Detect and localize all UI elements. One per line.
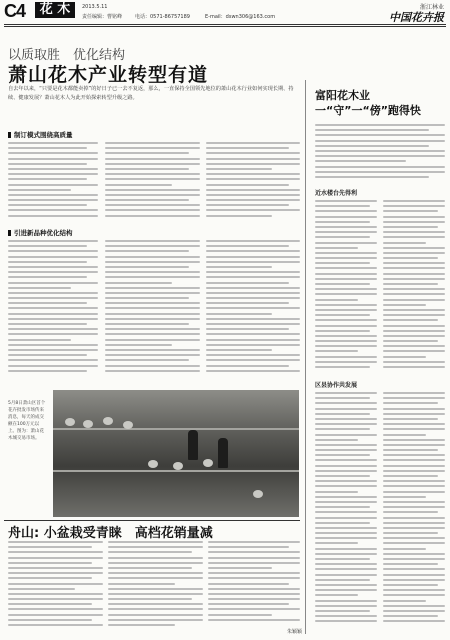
photo-caption: 5月8日萧山区首个花卉批发市场传来消息，每天的成交额在100万元以上。图为：萧山花木城交易市场。 <box>8 401 46 441</box>
right-subhead-2: 区县协作共发展 <box>315 382 358 389</box>
bottom-rule <box>4 520 300 521</box>
photo-pot <box>103 417 113 425</box>
bottom-col-3 <box>208 541 300 625</box>
right-headline <box>315 88 421 118</box>
right-col-1 <box>315 200 377 375</box>
photo-pot <box>253 490 263 498</box>
body-col-5 <box>105 240 200 380</box>
main-headline: 萧山花木产业转型有道 <box>8 64 209 86</box>
section-code: C4 <box>4 1 26 21</box>
right-headline-line-1: 富阳花木业 <box>315 89 370 102</box>
kicker: 以质取胜 优化结构 <box>8 48 126 63</box>
brand-top: 浙江林业 <box>419 4 444 11</box>
column-divider <box>305 80 306 634</box>
photo-shelf <box>53 428 299 430</box>
masthead <box>0 0 450 24</box>
body-col-4 <box>8 240 98 380</box>
email: E-mail：dswn306@163.com <box>205 14 276 20</box>
right-col-2 <box>383 200 445 375</box>
bottom-col-1 <box>8 541 103 631</box>
body-col-6 <box>206 240 300 380</box>
photo-pot <box>148 460 158 468</box>
right-col-3 <box>315 392 377 634</box>
photo-figure <box>218 438 228 468</box>
bottom-col-2 <box>108 541 203 631</box>
photo-shelf <box>53 470 299 472</box>
photo-pot <box>65 418 75 426</box>
header-rule-thin <box>4 26 446 27</box>
body-col-2 <box>105 142 200 222</box>
bottom-headline: 舟山: 小盆栽受青睐 高档花销量减 <box>8 526 213 541</box>
bottom-author: 朱颖颖 <box>286 629 302 635</box>
header-rule <box>4 24 446 25</box>
body-col-3 <box>206 142 300 222</box>
photo-pot <box>203 459 213 467</box>
photo-pot <box>83 420 93 428</box>
issue-date: 2013.5.11 <box>82 4 108 10</box>
phone: 电话：0571-86757189 <box>135 14 190 20</box>
section-name: 花 木 <box>35 2 75 18</box>
body-col-1 <box>8 142 98 222</box>
editor: 责任编辑：曹铭峰 <box>82 14 123 20</box>
right-intro <box>315 124 445 184</box>
right-col-4 <box>383 392 445 634</box>
market-photo <box>53 390 299 517</box>
brand-logo: 中国花卉报 <box>389 11 444 24</box>
photo-pot <box>173 462 183 470</box>
right-headline-line-2: 一“守”一“傍”跑得快 <box>315 104 421 117</box>
photo-figure <box>188 430 198 460</box>
photo-pot <box>123 421 133 429</box>
subhead-2: 引进新品种优化结构 <box>8 228 73 237</box>
right-subhead-1: 近水楼台先得利 <box>315 190 358 197</box>
intro-paragraph: 自去年以来，“只要是花木都能卖掉”的好日子已一去不复返，那么，一直保持全国领先地位的萧山花木行业如何实现长期、持续、健康发展？萧山花木人为此开始探索转型升级之路。 <box>8 86 294 101</box>
subhead-1: 制订模式围绕高质量 <box>8 130 73 139</box>
